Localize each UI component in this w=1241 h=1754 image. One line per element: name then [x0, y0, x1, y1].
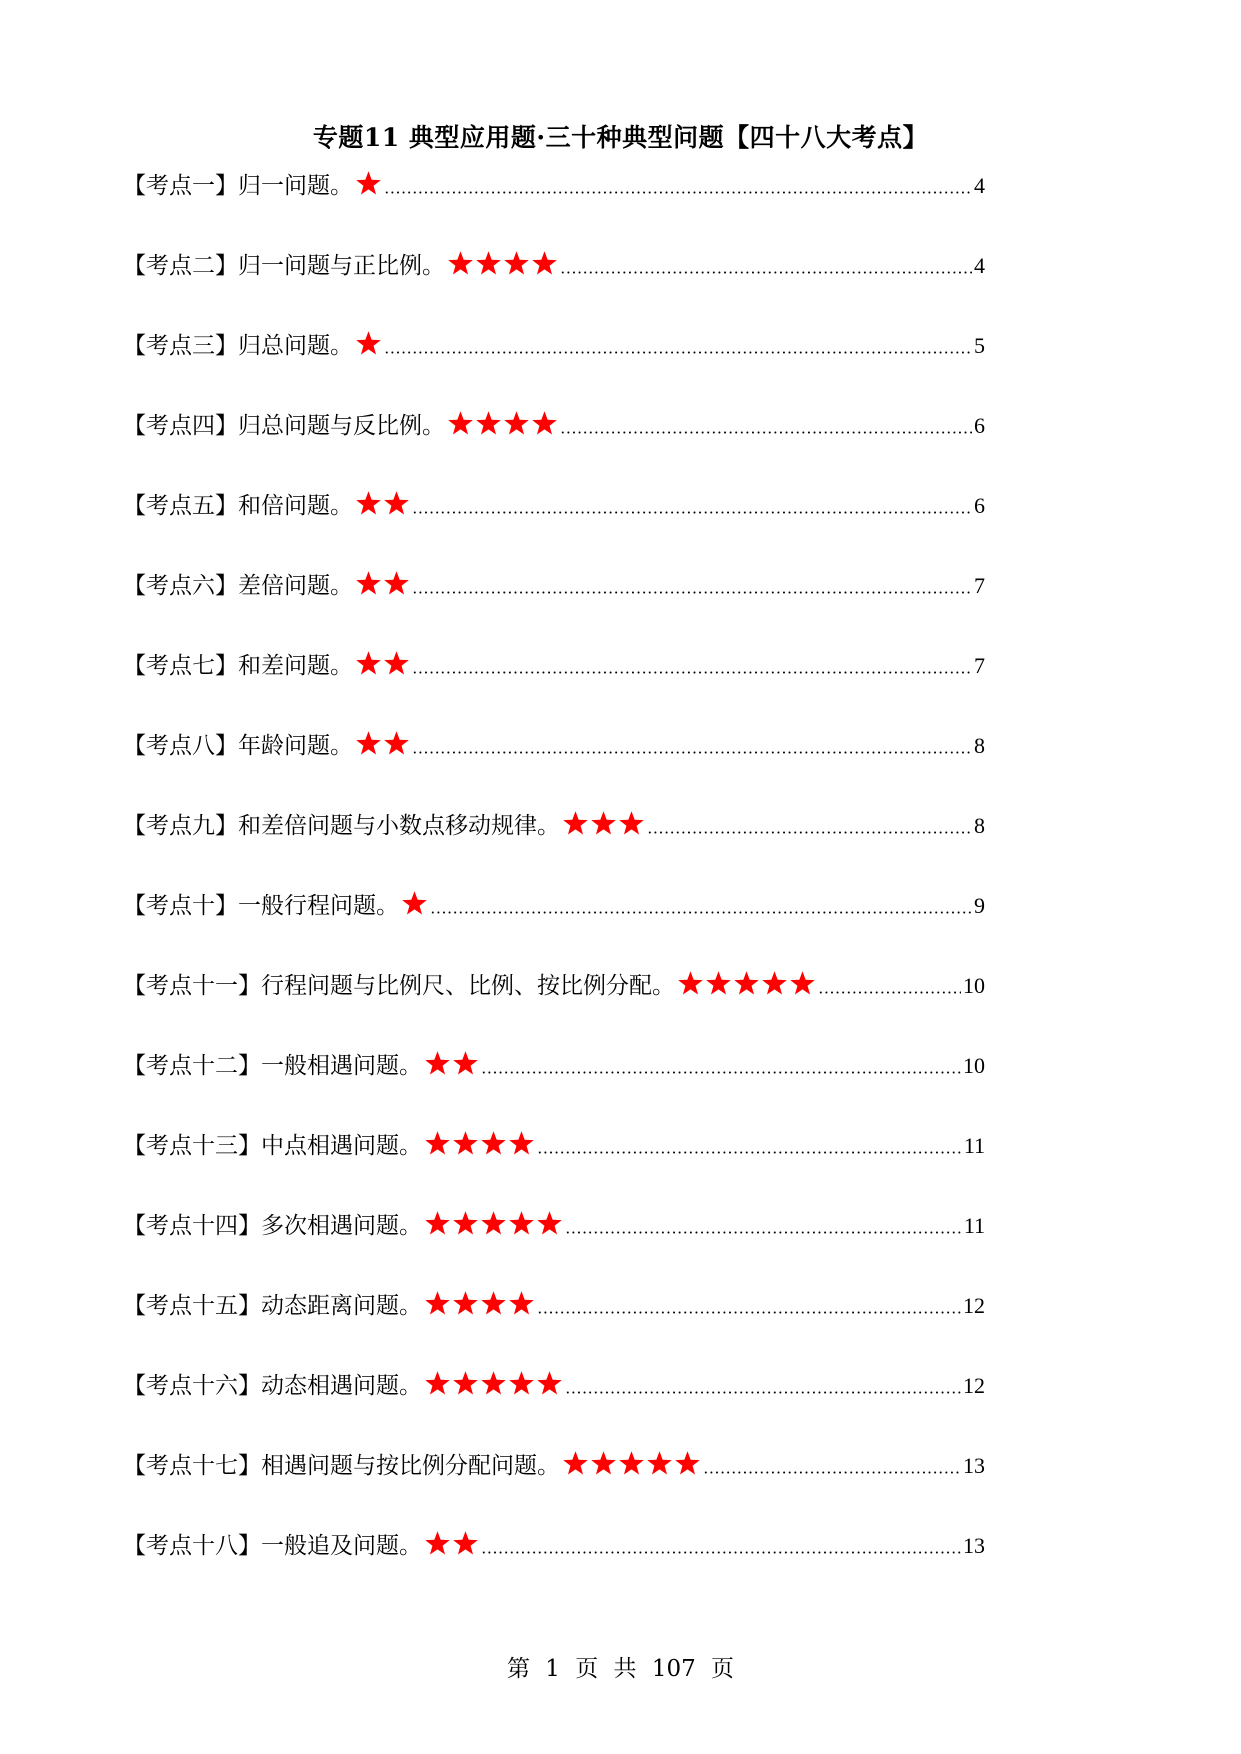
toc-entry[interactable]: [123, 960, 985, 1000]
star-icon: [424, 1530, 451, 1556]
difficulty-stars: [355, 490, 411, 516]
star-icon: [618, 810, 645, 836]
star-icon: [475, 410, 502, 436]
toc-page-number: 7: [974, 573, 985, 598]
star-icon: [508, 1370, 535, 1396]
dot-leader: [537, 1311, 961, 1314]
star-icon: [447, 410, 474, 436]
difficulty-stars: [355, 730, 411, 756]
star-icon: [383, 490, 410, 516]
star-icon: [618, 1450, 645, 1476]
toc-entry-label: 【考点十五】动态距离问题。: [123, 1293, 422, 1319]
toc-entry[interactable]: [123, 480, 985, 520]
toc-entry[interactable]: [123, 1280, 985, 1320]
toc-entry-label: 【考点十七】相遇问题与按比例分配问题。: [123, 1453, 560, 1479]
toc-page-number: 13: [963, 1533, 985, 1558]
toc-entry-label: 【考点七】和差问题。: [123, 653, 353, 679]
toc-entry-label: 【考点十一】行程问题与比例尺、比例、按比例分配。: [123, 973, 675, 999]
dot-leader: [647, 831, 972, 834]
star-icon: [383, 650, 410, 676]
document-title: 专题11 典型应用题·三十种典型问题【四十八大考点】: [312, 123, 929, 152]
difficulty-stars: [562, 810, 646, 836]
toc-entry[interactable]: [123, 560, 985, 600]
difficulty-stars: [424, 1370, 564, 1396]
star-icon: [452, 1290, 479, 1316]
star-icon: [705, 970, 732, 996]
toc-page-number: 12: [963, 1293, 985, 1318]
star-icon: [452, 1530, 479, 1556]
difficulty-stars: [424, 1050, 480, 1076]
star-icon: [480, 1290, 507, 1316]
toc-entry-label: 【考点十二】一般相遇问题。: [123, 1053, 422, 1079]
dot-leader: [481, 1551, 961, 1554]
star-icon: [480, 1130, 507, 1156]
toc-page-number: 10: [963, 1053, 985, 1078]
star-icon: [531, 250, 558, 276]
toc-entry[interactable]: [123, 240, 985, 280]
difficulty-stars: [424, 1210, 564, 1236]
star-icon: [383, 570, 410, 596]
dot-leader: [412, 511, 972, 514]
toc-entry-label: 【考点八】年龄问题。: [123, 733, 353, 759]
toc-page-number: 5: [974, 333, 985, 358]
dot-leader: [565, 1391, 961, 1394]
toc-entry[interactable]: [123, 880, 985, 920]
difficulty-stars: [424, 1130, 536, 1156]
toc-page-number: 4: [974, 253, 985, 278]
star-icon: [536, 1210, 563, 1236]
dot-leader: [430, 911, 972, 914]
star-icon: [452, 1130, 479, 1156]
star-icon: [480, 1370, 507, 1396]
toc-entry-label: 【考点十】一般行程问题。: [123, 893, 399, 919]
toc-entry-label: 【考点五】和倍问题。: [123, 493, 353, 519]
toc-page-number: 11: [963, 1213, 985, 1238]
star-icon: [508, 1290, 535, 1316]
star-icon: [789, 970, 816, 996]
star-icon: [761, 970, 788, 996]
star-icon: [424, 1290, 451, 1316]
toc-page-number: 12: [963, 1373, 985, 1398]
difficulty-stars: [424, 1290, 536, 1316]
toc-page-number: 10: [963, 973, 985, 998]
dot-leader: [560, 271, 972, 274]
star-icon: [383, 730, 410, 756]
difficulty-stars: [562, 1450, 702, 1476]
star-icon: [475, 250, 502, 276]
difficulty-stars: [355, 330, 383, 356]
difficulty-stars: [447, 250, 559, 276]
toc-entry-label: 【考点二】归一问题与正比例。: [123, 253, 445, 279]
toc-entry-label: 【考点四】归总问题与反比例。: [123, 413, 445, 439]
star-icon: [452, 1050, 479, 1076]
star-icon: [562, 810, 589, 836]
toc-entry-label: 【考点一】归一问题。: [123, 173, 353, 199]
toc-entry-label: 【考点六】差倍问题。: [123, 573, 353, 599]
dot-leader: [818, 991, 961, 994]
star-icon: [508, 1210, 535, 1236]
star-icon: [355, 570, 382, 596]
toc-entry-label: 【考点九】和差倍问题与小数点移动规律。: [123, 813, 560, 839]
star-icon: [508, 1130, 535, 1156]
difficulty-stars: [355, 170, 383, 196]
dot-leader: [703, 1471, 961, 1474]
toc-entry-label: 【考点十四】多次相遇问题。: [123, 1213, 422, 1239]
toc-page-number: 6: [974, 493, 985, 518]
toc-entry[interactable]: [123, 1360, 985, 1400]
dot-leader: [384, 191, 972, 194]
star-icon: [562, 1450, 589, 1476]
dot-leader: [384, 351, 972, 354]
star-icon: [355, 650, 382, 676]
star-icon: [355, 490, 382, 516]
star-icon: [733, 970, 760, 996]
toc-entry-label: 【考点十八】一般追及问题。: [123, 1533, 422, 1559]
toc-page-number: 9: [974, 893, 985, 918]
toc-entry[interactable]: [123, 320, 985, 360]
difficulty-stars: [424, 1530, 480, 1556]
toc-entry[interactable]: [123, 1120, 985, 1160]
page-footer: 第 1 页 共 107 页: [506, 1656, 735, 1682]
star-icon: [452, 1370, 479, 1396]
difficulty-stars: [355, 650, 411, 676]
difficulty-stars: [401, 890, 429, 916]
toc-page-number: 13: [963, 1453, 985, 1478]
star-icon: [401, 890, 428, 916]
toc-entry[interactable]: [123, 1520, 985, 1560]
star-icon: [424, 1050, 451, 1076]
star-icon: [590, 1450, 617, 1476]
toc-entry[interactable]: [123, 1040, 985, 1080]
toc-entry[interactable]: [123, 1200, 985, 1240]
toc-entry[interactable]: [123, 720, 985, 760]
toc-page-number: 6: [974, 413, 985, 438]
star-icon: [452, 1210, 479, 1236]
toc-entry[interactable]: [123, 640, 985, 680]
star-icon: [424, 1130, 451, 1156]
dot-leader: [412, 671, 972, 674]
difficulty-stars: [355, 570, 411, 596]
star-icon: [646, 1450, 673, 1476]
toc-entry[interactable]: [123, 160, 985, 200]
star-icon: [480, 1210, 507, 1236]
dot-leader: [412, 591, 972, 594]
toc-entry-label: 【考点十六】动态相遇问题。: [123, 1373, 422, 1399]
dot-leader: [412, 751, 972, 754]
toc-page-number: 8: [974, 733, 985, 758]
star-icon: [447, 250, 474, 276]
star-icon: [503, 250, 530, 276]
star-icon: [355, 170, 382, 196]
toc-entry[interactable]: [123, 1440, 985, 1480]
toc-entry[interactable]: [123, 800, 985, 840]
toc-page-number: 4: [974, 173, 985, 198]
star-icon: [424, 1210, 451, 1236]
star-icon: [355, 330, 382, 356]
difficulty-stars: [447, 410, 559, 436]
star-icon: [674, 1450, 701, 1476]
toc-page-number: 7: [974, 653, 985, 678]
star-icon: [531, 410, 558, 436]
difficulty-stars: [677, 970, 817, 996]
dot-leader: [560, 431, 972, 434]
toc-page-number: 8: [974, 813, 985, 838]
star-icon: [503, 410, 530, 436]
star-icon: [536, 1370, 563, 1396]
dot-leader: [481, 1071, 961, 1074]
dot-leader: [537, 1151, 962, 1154]
star-icon: [590, 810, 617, 836]
toc-page-number: 11: [963, 1133, 985, 1158]
star-icon: [677, 970, 704, 996]
toc-entry[interactable]: [123, 400, 985, 440]
toc-entry-label: 【考点十三】中点相遇问题。: [123, 1133, 422, 1159]
toc-entry-label: 【考点三】归总问题。: [123, 333, 353, 359]
star-icon: [355, 730, 382, 756]
star-icon: [424, 1370, 451, 1396]
dot-leader: [565, 1231, 962, 1234]
